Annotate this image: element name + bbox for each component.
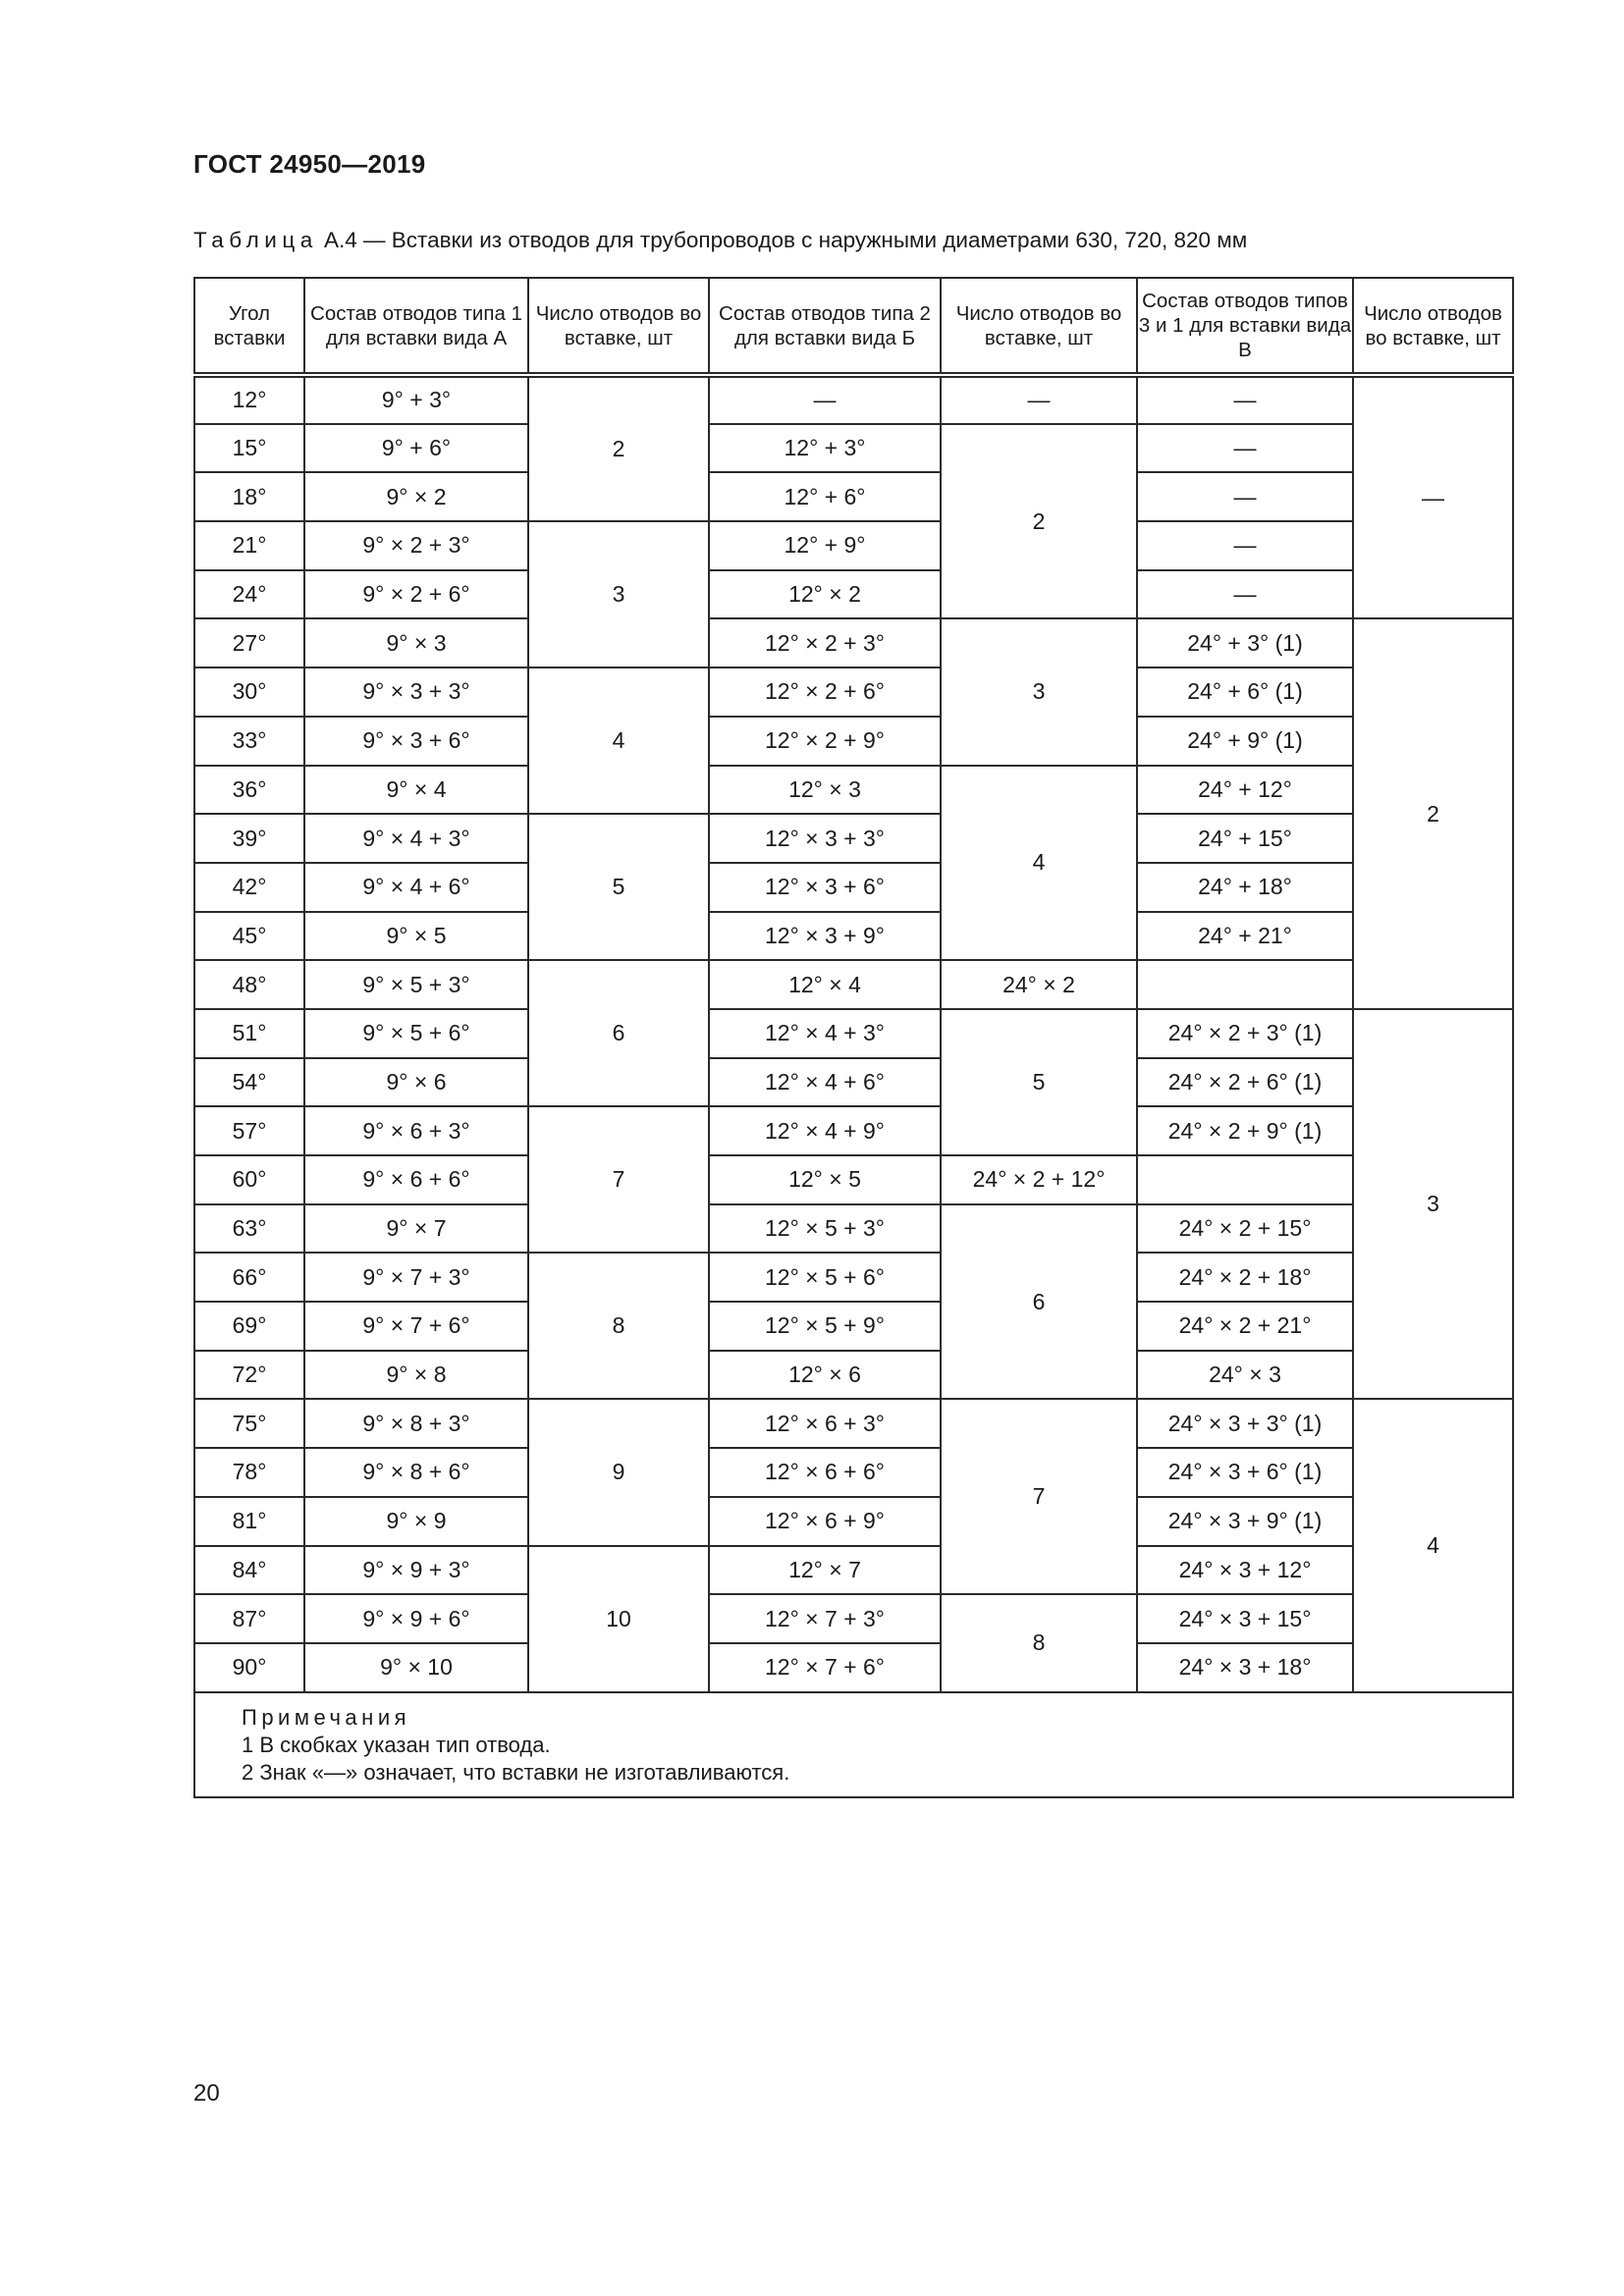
type-v-cell: 24° + 21° bbox=[1137, 912, 1353, 961]
type-v-cell: 24° + 18° bbox=[1137, 863, 1353, 912]
angle-cell: 81° bbox=[194, 1497, 304, 1546]
type-a-cell: 9° × 2 bbox=[304, 472, 528, 521]
type-a-cell: 9° × 4 bbox=[304, 766, 528, 815]
table-row bbox=[194, 960, 1513, 1009]
angle-cell: 90° bbox=[194, 1643, 304, 1692]
col-header-count-a: Число отводов во вставке, шт bbox=[528, 278, 709, 375]
count-v-cell: 3 bbox=[1353, 1009, 1513, 1400]
type-v-cell: 24° × 2 + 6° (1) bbox=[1137, 1058, 1353, 1107]
type-b-cell: 12° × 7 bbox=[709, 1546, 941, 1595]
type-a-cell: 9° × 8 bbox=[304, 1351, 528, 1400]
table-row bbox=[194, 472, 1513, 521]
table-row bbox=[194, 1009, 1513, 1058]
table-row bbox=[194, 766, 1513, 815]
type-v-cell: 24° × 2 + 18° bbox=[1137, 1253, 1353, 1302]
table-row bbox=[194, 1497, 1513, 1546]
type-a-cell: 9° × 7 + 3° bbox=[304, 1253, 528, 1302]
angle-cell: 42° bbox=[194, 863, 304, 912]
table-caption-text: А.4 — Вставки из отводов для трубопроводов с наружными диаметрами 630, 720, 820 мм bbox=[317, 228, 1248, 252]
col-header-type-v: Состав отводов типов 3 и 1 для вставки вида В bbox=[1137, 278, 1353, 375]
note-item: 2 Знак «—» означает, что вставки не изготавливаются. bbox=[242, 1759, 790, 1785]
count-b-cell: 4 bbox=[941, 766, 1137, 961]
type-b-cell: 12° × 6 + 3° bbox=[709, 1399, 941, 1448]
count-b-cell: 8 bbox=[941, 1594, 1137, 1691]
table-row bbox=[194, 618, 1513, 667]
note-item: 1 В скобках указан тип отвода. bbox=[242, 1732, 551, 1757]
type-b-cell: 12° × 7 + 3° bbox=[709, 1594, 941, 1643]
table-row bbox=[194, 1106, 1513, 1155]
type-v-cell: 24° × 3 + 9° (1) bbox=[1137, 1497, 1353, 1546]
angle-cell: 39° bbox=[194, 814, 304, 863]
table-caption bbox=[193, 228, 1247, 253]
table-row bbox=[194, 863, 1513, 912]
table-row bbox=[194, 912, 1513, 961]
type-v-cell: 24° × 2 + 9° (1) bbox=[1137, 1106, 1353, 1155]
type-a-cell: 9° × 3 bbox=[304, 618, 528, 667]
count-b-cell: 2 bbox=[941, 424, 1137, 619]
angle-cell: 87° bbox=[194, 1594, 304, 1643]
type-v-cell: 24° + 15° bbox=[1137, 814, 1353, 863]
type-b-cell: 12° × 7 + 6° bbox=[709, 1643, 941, 1692]
table-row bbox=[194, 570, 1513, 619]
type-a-cell: 9° × 4 + 6° bbox=[304, 863, 528, 912]
type-b-cell: 12° × 5 + 6° bbox=[709, 1253, 941, 1302]
angle-cell: 18° bbox=[194, 472, 304, 521]
type-a-cell: 9° × 5 + 6° bbox=[304, 1009, 528, 1058]
angle-cell: 36° bbox=[194, 766, 304, 815]
angle-cell: 15° bbox=[194, 424, 304, 473]
count-v-cell: — bbox=[1353, 375, 1513, 618]
table-row bbox=[194, 1448, 1513, 1497]
type-a-cell: 9° × 5 + 3° bbox=[304, 960, 528, 1009]
angle-cell: 51° bbox=[194, 1009, 304, 1058]
type-a-cell: 9° × 3 + 3° bbox=[304, 667, 528, 717]
table-row bbox=[194, 1253, 1513, 1302]
type-v-cell: 24° × 2 bbox=[941, 960, 1137, 1009]
table-header-row bbox=[194, 278, 1513, 375]
angle-cell: 78° bbox=[194, 1448, 304, 1497]
type-v-cell: — bbox=[1137, 424, 1353, 473]
type-a-cell: 9° × 2 + 3° bbox=[304, 521, 528, 570]
type-v-cell: — bbox=[1137, 521, 1353, 570]
table-caption-label: Таблица bbox=[193, 228, 318, 252]
table-row bbox=[194, 375, 1513, 424]
type-v-cell: 24° × 3 + 3° (1) bbox=[1137, 1399, 1353, 1448]
table-row bbox=[194, 521, 1513, 570]
col-header-count-b: Число отводов во вставке, шт bbox=[941, 278, 1137, 375]
type-v-cell: 24° × 3 + 6° (1) bbox=[1137, 1448, 1353, 1497]
type-v-cell: 24° + 9° (1) bbox=[1137, 717, 1353, 766]
count-a-cell: 4 bbox=[528, 667, 709, 814]
col-header-type-b: Состав отводов типа 2 для вставки вида Б bbox=[709, 278, 941, 375]
type-a-cell: 9° × 8 + 3° bbox=[304, 1399, 528, 1448]
type-a-cell: 9° × 6 + 3° bbox=[304, 1106, 528, 1155]
type-b-cell: 12° × 6 + 6° bbox=[709, 1448, 941, 1497]
table-row bbox=[194, 1351, 1513, 1400]
type-a-cell: 9° × 2 + 6° bbox=[304, 570, 528, 619]
table-row bbox=[194, 1302, 1513, 1351]
type-b-cell: 12° × 6 bbox=[709, 1351, 941, 1400]
type-b-cell: 12° × 2 + 3° bbox=[709, 618, 941, 667]
type-b-cell: 12° × 2 bbox=[709, 570, 941, 619]
count-v-cell: 2 bbox=[1353, 618, 1513, 1009]
type-b-cell: 12° × 2 + 9° bbox=[709, 717, 941, 766]
angle-cell: 69° bbox=[194, 1302, 304, 1351]
count-b-cell: 3 bbox=[941, 618, 1137, 765]
type-v-cell: 24° × 3 + 18° bbox=[1137, 1643, 1353, 1692]
table-row bbox=[194, 814, 1513, 863]
table-row bbox=[194, 1204, 1513, 1254]
type-a-cell: 9° × 7 bbox=[304, 1204, 528, 1254]
angle-cell: 12° bbox=[194, 375, 304, 424]
angle-cell: 30° bbox=[194, 667, 304, 717]
count-a-cell: 7 bbox=[528, 1106, 709, 1253]
count-b-cell: — bbox=[941, 375, 1137, 424]
angle-cell: 63° bbox=[194, 1204, 304, 1254]
type-b-cell: 12° × 5 + 9° bbox=[709, 1302, 941, 1351]
type-a-cell: 9° × 6 + 6° bbox=[304, 1155, 528, 1204]
type-b-cell: 12° × 3 + 9° bbox=[709, 912, 941, 961]
type-a-cell: 9° × 6 bbox=[304, 1058, 528, 1107]
type-a-cell: 9° × 9 + 3° bbox=[304, 1546, 528, 1595]
angle-cell: 27° bbox=[194, 618, 304, 667]
type-v-cell: — bbox=[1137, 570, 1353, 619]
table-row bbox=[194, 1155, 1513, 1204]
angle-cell: 24° bbox=[194, 570, 304, 619]
type-v-cell: 24° + 3° (1) bbox=[1137, 618, 1353, 667]
type-v-cell: 24° × 2 + 3° (1) bbox=[1137, 1009, 1353, 1058]
type-a-cell: 9° × 3 + 6° bbox=[304, 717, 528, 766]
type-v-cell: 24° + 6° (1) bbox=[1137, 667, 1353, 717]
page-number: 20 bbox=[193, 2080, 220, 2107]
type-v-cell: 24° × 2 + 21° bbox=[1137, 1302, 1353, 1351]
type-a-cell: 9° × 10 bbox=[304, 1643, 528, 1692]
type-b-cell: 12° + 6° bbox=[709, 472, 941, 521]
type-a-cell: 9° × 4 + 3° bbox=[304, 814, 528, 863]
table-row bbox=[194, 1594, 1513, 1643]
angle-cell: 66° bbox=[194, 1253, 304, 1302]
angle-cell: 33° bbox=[194, 717, 304, 766]
count-a-cell: 10 bbox=[528, 1546, 709, 1692]
count-a-cell: 5 bbox=[528, 814, 709, 960]
type-b-cell: 12° + 9° bbox=[709, 521, 941, 570]
table-row bbox=[194, 424, 1513, 473]
inserts-table bbox=[193, 277, 1514, 1798]
type-b-cell: 12° × 3 + 3° bbox=[709, 814, 941, 863]
table-row bbox=[194, 1643, 1513, 1692]
count-b-cell: 6 bbox=[941, 1204, 1137, 1400]
type-b-cell: 12° × 3 bbox=[709, 766, 941, 815]
count-a-cell: 3 bbox=[528, 521, 709, 667]
type-a-cell: 9° × 5 bbox=[304, 912, 528, 961]
type-b-cell: — bbox=[709, 375, 941, 424]
table-row bbox=[194, 1546, 1513, 1595]
table-row bbox=[194, 667, 1513, 717]
type-b-cell: 12° × 2 + 6° bbox=[709, 667, 941, 717]
angle-cell: 75° bbox=[194, 1399, 304, 1448]
type-a-cell: 9° × 7 + 6° bbox=[304, 1302, 528, 1351]
count-a-cell: 9 bbox=[528, 1399, 709, 1545]
angle-cell: 57° bbox=[194, 1106, 304, 1155]
angle-cell: 48° bbox=[194, 960, 304, 1009]
table-row bbox=[194, 1399, 1513, 1448]
type-v-cell: 24° × 3 + 15° bbox=[1137, 1594, 1353, 1643]
type-v-cell: 24° × 3 bbox=[1137, 1351, 1353, 1400]
document-header: ГОСТ 24950—2019 bbox=[193, 149, 426, 179]
type-b-cell: 12° × 4 + 9° bbox=[709, 1106, 941, 1155]
type-v-cell: 24° × 2 + 15° bbox=[1137, 1204, 1353, 1254]
col-header-angle: Угол вставки bbox=[194, 278, 304, 375]
type-v-cell: — bbox=[1137, 472, 1353, 521]
type-b-cell: 12° × 4 + 6° bbox=[709, 1058, 941, 1107]
type-a-cell: 9° × 9 bbox=[304, 1497, 528, 1546]
count-b-cell: 7 bbox=[941, 1399, 1137, 1594]
angle-cell: 21° bbox=[194, 521, 304, 570]
table-row bbox=[194, 717, 1513, 766]
angle-cell: 72° bbox=[194, 1351, 304, 1400]
notes-title: Примечания bbox=[242, 1704, 411, 1730]
count-a-cell: 8 bbox=[528, 1253, 709, 1399]
angle-cell: 84° bbox=[194, 1546, 304, 1595]
type-b-cell: 12° × 5 bbox=[709, 1155, 941, 1204]
type-b-cell: 12° × 4 + 3° bbox=[709, 1009, 941, 1058]
type-a-cell: 9° + 3° bbox=[304, 375, 528, 424]
type-b-cell: 12° + 3° bbox=[709, 424, 941, 473]
type-v-cell: 24° + 12° bbox=[1137, 766, 1353, 815]
count-a-cell: 2 bbox=[528, 375, 709, 521]
count-a-cell: 6 bbox=[528, 960, 709, 1106]
type-v-cell: — bbox=[1137, 375, 1353, 424]
table-row bbox=[194, 1058, 1513, 1107]
type-b-cell: 12° × 4 bbox=[709, 960, 941, 1009]
type-b-cell: 12° × 6 + 9° bbox=[709, 1497, 941, 1546]
type-a-cell: 9° × 8 + 6° bbox=[304, 1448, 528, 1497]
type-b-cell: 12° × 5 + 3° bbox=[709, 1204, 941, 1254]
notes-cell bbox=[194, 1692, 1513, 1797]
type-b-cell: 12° × 3 + 6° bbox=[709, 863, 941, 912]
type-v-cell: 24° × 3 + 12° bbox=[1137, 1546, 1353, 1595]
angle-cell: 60° bbox=[194, 1155, 304, 1204]
angle-cell: 54° bbox=[194, 1058, 304, 1107]
type-a-cell: 9° + 6° bbox=[304, 424, 528, 473]
notes-row bbox=[194, 1692, 1513, 1797]
col-header-count-v: Число отводов во вставке, шт bbox=[1353, 278, 1513, 375]
col-header-type-a: Состав отводов типа 1 для вставки вида А bbox=[304, 278, 528, 375]
count-b-cell: 5 bbox=[941, 1009, 1137, 1155]
count-v-cell: 4 bbox=[1353, 1399, 1513, 1691]
type-a-cell: 9° × 9 + 6° bbox=[304, 1594, 528, 1643]
angle-cell: 45° bbox=[194, 912, 304, 961]
type-v-cell: 24° × 2 + 12° bbox=[941, 1155, 1137, 1204]
